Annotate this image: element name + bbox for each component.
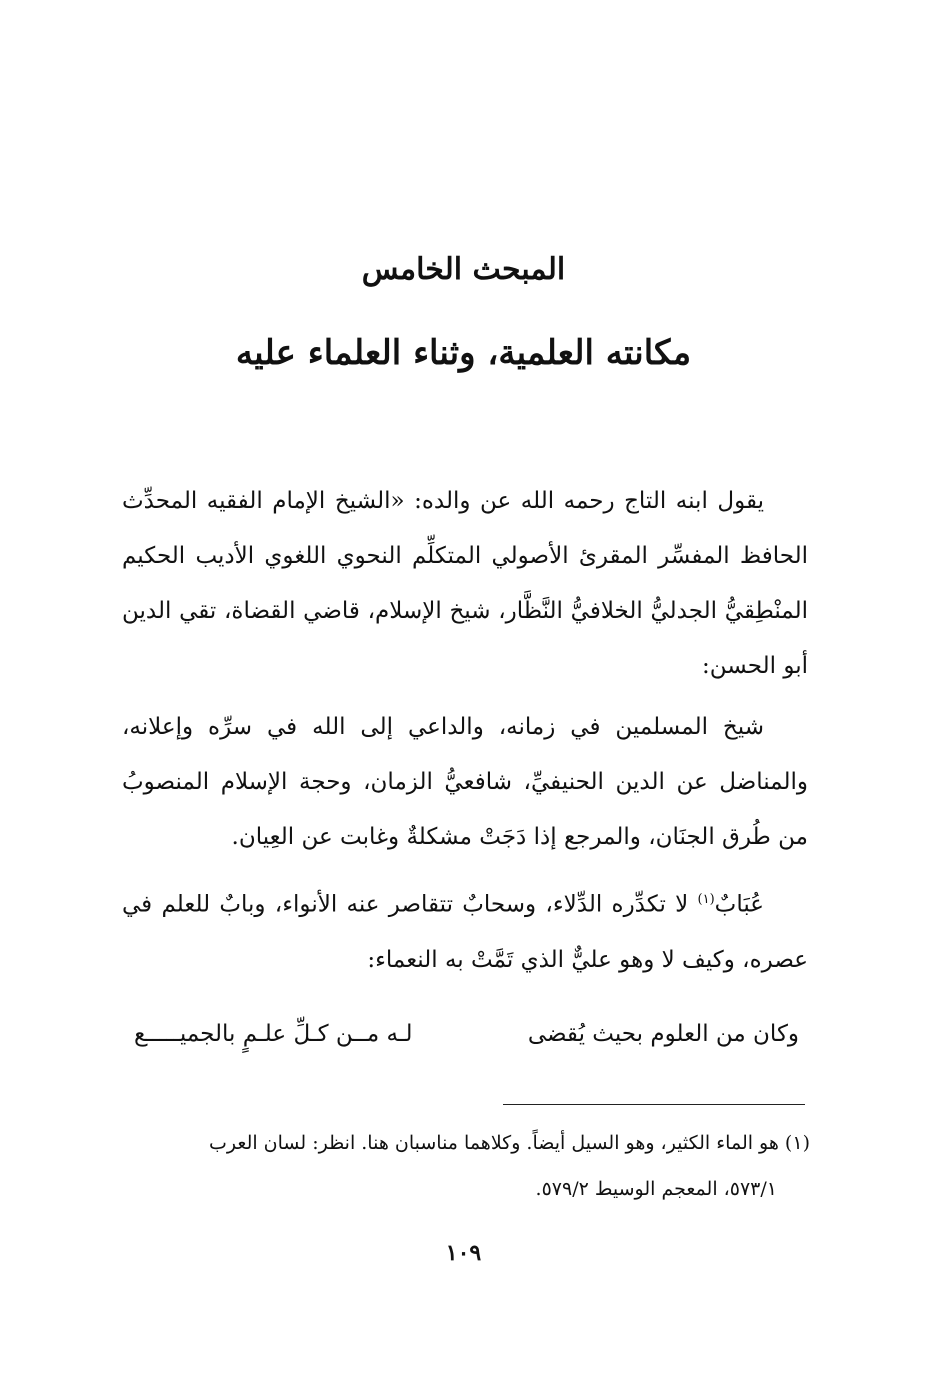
footnote-marker: (١)	[697, 892, 715, 907]
page-number: ١٠٩	[445, 1240, 482, 1266]
verse-second-hemistich: لـه مــن كـلِّ علـمٍ بالجميـــــع	[134, 1021, 413, 1047]
paragraph-3-text: لا تكدِّره الدِّلاء، وسحابٌ تتقاصر عنه الأنواء، وبابٌ للعلم في عصره، وكيف لا وهو عليٌّ الذي تَمَّتْ به النعماء:	[122, 891, 808, 973]
footnote-divider	[503, 1104, 805, 1105]
footnote-line-2: ٥٧٣/١، المعجم الوسيط ٥٧٩/٢.	[535, 1178, 777, 1200]
verse-first-hemistich: وكان من العلوم بحيث يُقضى	[527, 1021, 799, 1047]
paragraph-2: شيخ المسلمين في زمانه، والداعي إلى الله في سرِّه وإعلانه، والمناضل عن الدين الحنيفيِّ، شافعيُّ الزمان، وحجة الإسلام المنصوبُ من طُرق الجنَان، والمرجع إذا دَجَتْ مشكلةٌ وغابت عن العِيان.	[122, 714, 808, 850]
section-title: المبحث الخامس	[361, 252, 566, 287]
paragraph-3	[122, 872, 808, 988]
footnote-line-1: (١) هو الماء الكثير، وهو السيل أيضاً. وكلاهما مناسبان هنا. انظر: لسان العرب	[209, 1132, 810, 1154]
paragraph-3-lead: عُبَابٌ	[714, 891, 764, 918]
paragraph-1: يقول ابنه التاج رحمه الله عن والده: «الشيخ الإمام الفقيه المحدِّث الحافظ المفسِّر المقرئ الأصولي المتكلِّم النحوي اللغوي الأديب الحكيم المنْطِقيُّ الجدليُّ الخلافيُّ النَّظَّار، شيخ الإسلام، قاضي القضاة، تقي الدين أبو الحسن:	[122, 488, 809, 679]
chapter-title: مكانته العلمية، وثناء العلماء عليه	[235, 333, 692, 373]
